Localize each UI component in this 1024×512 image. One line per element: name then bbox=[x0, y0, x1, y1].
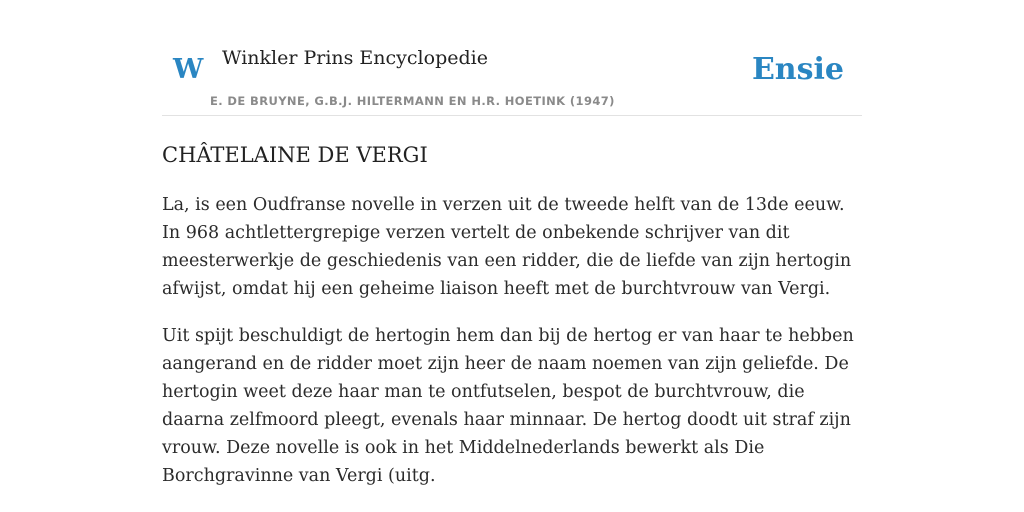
article-paragraph: La, is een Oudfranse novelle in verzen uit de tweede helft van de 13de eeuw. In 968 achtlettergrepige verzen vertelt de onbekende schrijver van dit meesterwerkje de geschiedenis van een ridder, die de liefde van zijn hertogin afwijst, omdat hij een geheime liaison heeft met de burchtvrouw van Vergi. bbox=[162, 195, 852, 299]
article-paragraph: Uit spijt beschuldigt de hertogin hem dan bij de hertog er van haar te hebben aangerand en de ridder moet zijn heer de naam noemen van zijn geliefde. De hertogin weet deze haar man te ontfutselen, bespot de burchtvrouw, die daarna zelfmoord pleegt, evenals haar minnaar. De hertog doodt uit straf zijn vrouw. Deze novelle is ook in het Middelnederlands bewerkt als Die Borchgravinne van Vergi (uitg. bbox=[162, 326, 854, 486]
work-title-link[interactable]: Winkler Prins Encyclopedie bbox=[222, 47, 488, 69]
work-authors: E. DE BRUYNE, G.B.J. HILTERMANN EN H.R. HOETINK (1947) bbox=[210, 94, 615, 108]
ensie-brand-logo[interactable]: Ensie bbox=[751, 52, 844, 87]
article bbox=[162, 139, 862, 509]
winkler-prins-logo-icon[interactable]: W bbox=[173, 54, 204, 85]
site-header bbox=[162, 0, 862, 116]
entry-title: CHÂTELAINE DE VERGI bbox=[162, 143, 428, 167]
